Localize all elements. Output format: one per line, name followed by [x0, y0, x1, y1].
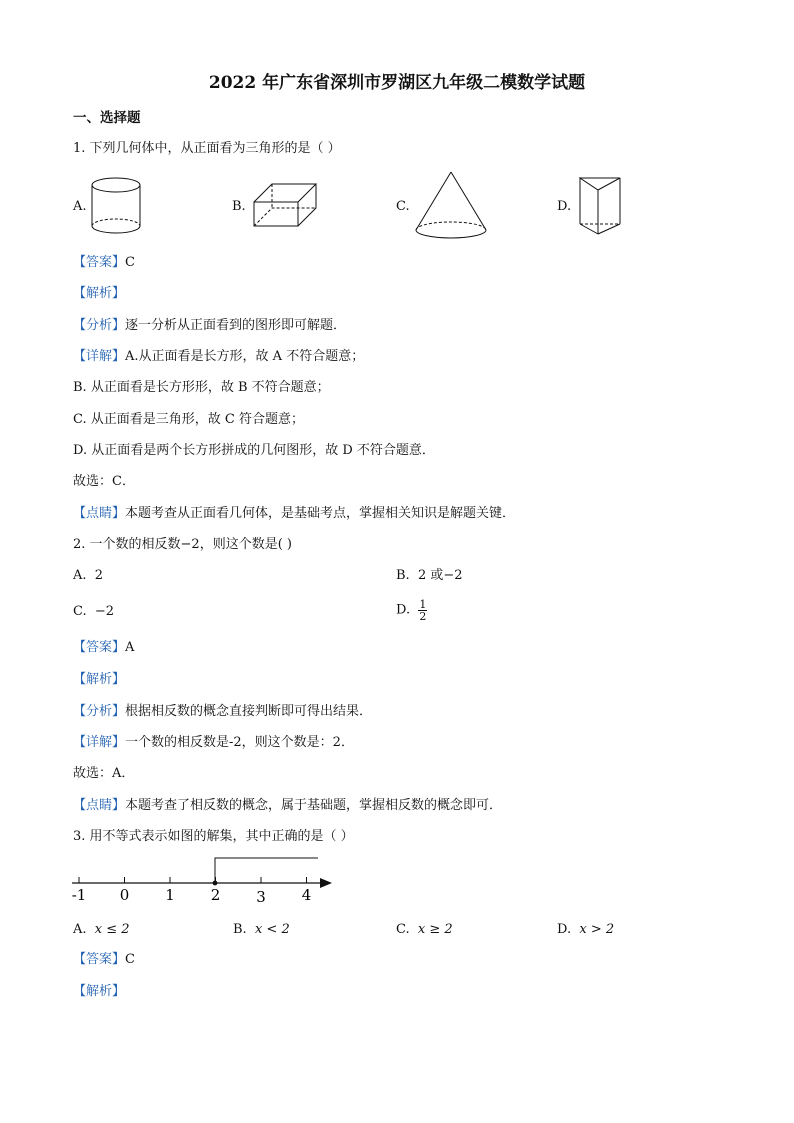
q1-line: 故选：C． — [73, 474, 135, 489]
q1-line: D. 从正面看是两个长方形拼成的几何图形，故 D 不符合题意． — [73, 443, 435, 458]
cone-icon — [413, 170, 493, 242]
q2-analysis-tag: 【解析】 — [73, 672, 126, 687]
number-line-tick-label: -1 — [71, 886, 87, 904]
q1-option-d-label: D. — [557, 199, 572, 214]
question-2-stem: 2. 一个数的相反数−2，则这个数是( ) — [73, 537, 292, 552]
q1-answer — [73, 254, 135, 272]
q2-line: 【分析】根据相反数的概念直接判断即可得出结果． — [73, 704, 373, 719]
cuboid-icon — [252, 180, 322, 232]
number-line-arrow — [320, 878, 332, 888]
triangular-prism-icon — [576, 172, 624, 238]
number-line-tick-label: 2 — [210, 886, 221, 904]
q1-option-b-label: B. — [232, 199, 246, 214]
q2-option-b: B. 2 或−2 — [396, 568, 463, 583]
q3-option-b: B. x < 2 — [233, 922, 290, 937]
q2-line: 故选：A． — [73, 766, 135, 781]
cylinder-icon — [88, 176, 148, 238]
q1-option-c-label: C. — [396, 199, 410, 214]
page-title: 2022 年广东省深圳市罗湖区九年级二模数学试题 — [208, 73, 586, 93]
number-line-tick-label: 3 — [256, 888, 266, 906]
solution-bracket — [215, 858, 318, 883]
q2-option-c: C. −2 — [73, 604, 115, 619]
q3-option-a: A. x ≤ 2 — [73, 922, 130, 937]
q2-option-a: A. 2 — [73, 568, 104, 583]
number-line-tick-label: 0 — [119, 886, 130, 904]
question-1-stem: 1. 下列几何体中，从正面看为三角形的是（ ） — [73, 141, 341, 156]
answer-tag: 【答案】 — [73, 255, 126, 270]
q1-line: 【分析】逐一分析从正面看到的图形即可解题． — [73, 318, 347, 333]
q1-option-a-label: A. — [73, 199, 87, 214]
q1-line: C. 从正面看是三角形，故 C 符合题意； — [73, 412, 304, 427]
q1-analysis-tag: 【解析】 — [73, 286, 126, 301]
q2-option-d: D. $\frac{1}{2}$ — [396, 598, 427, 623]
q3-analysis-tag: 【解析】 — [73, 984, 126, 999]
q3-option-d: D. x > 2 — [557, 922, 615, 937]
number-line-tick-label: 1 — [165, 886, 175, 904]
q2-answer: 【答案】A — [73, 640, 135, 655]
question-3-stem: 3. 用不等式表示如图的解集，其中正确的是（ ） — [73, 829, 354, 844]
q1-line: 【点睛】本题考查从正面看几何体，是基础考点，掌握相关知识是解题关键． — [73, 506, 516, 521]
fraction: $\frac{1}{2}$ — [419, 598, 427, 623]
q1-line: B. 从正面看是长方形形，故 B 不符合题意； — [73, 380, 330, 395]
section-heading: 一、选择题 — [73, 110, 141, 126]
q2-line: 【点睛】本题考查了相反数的概念，属于基础题，掌握相反数的概念即可． — [73, 798, 503, 813]
answer-value: C — [125, 255, 135, 270]
number-line-diagram — [70, 850, 340, 908]
number-line-tick-label: 4 — [301, 886, 312, 904]
q3-answer: 【答案】C — [73, 952, 135, 967]
q2-line: 【详解】一个数的相反数是-2，则这个数是：2． — [73, 735, 354, 750]
q3-option-c: C. x ≥ 2 — [396, 922, 453, 937]
q1-line: 【详解】A.从正面看是长方形，故 A 不符合题意； — [73, 349, 365, 364]
